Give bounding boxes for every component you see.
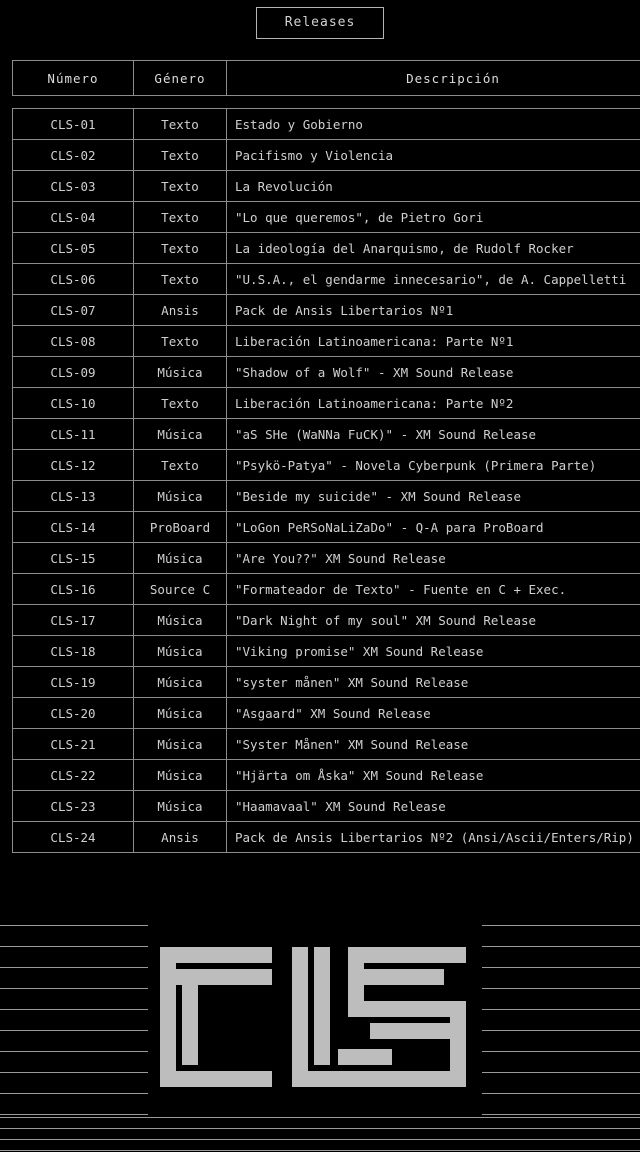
footer-logo-area	[0, 925, 640, 1152]
table-row[interactable]	[13, 326, 640, 357]
cell-numero: CLS-15	[13, 543, 134, 574]
decorative-rules-right	[482, 925, 640, 1115]
cell-numero: CLS-11	[13, 419, 134, 450]
table-row[interactable]	[13, 543, 640, 574]
decorative-rules-bottom	[0, 1117, 640, 1151]
decorative-rule	[482, 1030, 640, 1031]
decorative-rule	[482, 1072, 640, 1073]
cell-genero: Texto	[134, 202, 227, 233]
cell-descripcion: Pack de Ansis Libertarios Nº2 (Ansi/Ascii/Enters/Rip)	[227, 822, 640, 853]
table-row[interactable]	[13, 636, 640, 667]
releases-table-container	[12, 60, 634, 853]
cell-descripcion: "Formateador de Texto" - Fuente en C + Exec.	[227, 574, 640, 605]
cell-numero: CLS-10	[13, 388, 134, 419]
cell-genero: Música	[134, 636, 227, 667]
logo-glyph-c-part	[160, 947, 176, 1087]
logo-glyph-l-part	[292, 947, 308, 1087]
cell-genero: Música	[134, 791, 227, 822]
cell-numero: CLS-17	[13, 605, 134, 636]
cell-numero: CLS-23	[13, 791, 134, 822]
table-spacer-row	[13, 96, 640, 109]
table-row[interactable]	[13, 109, 640, 140]
table-header	[13, 61, 640, 96]
cell-descripcion: "Dark Night of my soul" XM Sound Release	[227, 605, 640, 636]
logo-glyph-s-part	[348, 1071, 466, 1087]
table-header-row	[13, 61, 640, 96]
cell-numero: CLS-19	[13, 667, 134, 698]
cell-genero: Ansis	[134, 822, 227, 853]
decorative-rule	[0, 1139, 640, 1140]
page-title-container	[0, 0, 640, 39]
table-row[interactable]	[13, 264, 640, 295]
cell-genero: Texto	[134, 233, 227, 264]
decorative-rule	[0, 946, 148, 947]
cell-descripcion: Estado y Gobierno	[227, 109, 640, 140]
cell-descripcion: "Are You??" XM Sound Release	[227, 543, 640, 574]
cell-numero: CLS-07	[13, 295, 134, 326]
cell-genero: Música	[134, 667, 227, 698]
cell-numero: CLS-18	[13, 636, 134, 667]
cell-descripcion: Pack de Ansis Libertarios Nº1	[227, 295, 640, 326]
cell-descripcion: La Revolución	[227, 171, 640, 202]
decorative-rule	[0, 1117, 640, 1118]
cell-descripcion: "Haamavaal" XM Sound Release	[227, 791, 640, 822]
cell-numero: CLS-12	[13, 450, 134, 481]
cell-genero: ProBoard	[134, 512, 227, 543]
logo-glyph-c-part	[182, 985, 198, 1065]
cell-genero: Música	[134, 698, 227, 729]
table-row[interactable]	[13, 202, 640, 233]
table-row[interactable]	[13, 481, 640, 512]
cell-descripcion: "Syster Månen" XM Sound Release	[227, 729, 640, 760]
cell-descripcion: "aS SHe (WaNNa FuCK)" - XM Sound Release	[227, 419, 640, 450]
decorative-rule	[0, 1150, 640, 1151]
cell-numero: CLS-21	[13, 729, 134, 760]
cell-genero: Texto	[134, 171, 227, 202]
table-row[interactable]	[13, 791, 640, 822]
cell-descripcion: Liberación Latinoamericana: Parte Nº2	[227, 388, 640, 419]
cell-genero: Música	[134, 543, 227, 574]
table-row[interactable]	[13, 605, 640, 636]
logo-glyph-l-part	[314, 947, 330, 1065]
page-title: Releases	[256, 7, 385, 39]
cell-genero: Música	[134, 481, 227, 512]
decorative-rule	[482, 1009, 640, 1010]
table-row[interactable]	[13, 233, 640, 264]
cell-genero: Texto	[134, 326, 227, 357]
logo-glyph-s-part	[348, 947, 364, 1007]
column-header-descripcion: Descripción	[227, 61, 640, 96]
table-row[interactable]	[13, 171, 640, 202]
cell-numero: CLS-13	[13, 481, 134, 512]
column-header-numero: Número	[13, 61, 134, 96]
decorative-rule	[0, 1030, 148, 1031]
cell-numero: CLS-16	[13, 574, 134, 605]
cell-genero: Texto	[134, 388, 227, 419]
cell-genero: Música	[134, 729, 227, 760]
cell-numero: CLS-01	[13, 109, 134, 140]
decorative-rule	[0, 1051, 148, 1052]
cell-genero: Música	[134, 357, 227, 388]
cell-descripcion: "Beside my suicide" - XM Sound Release	[227, 481, 640, 512]
decorative-rule	[0, 988, 148, 989]
cell-genero: Texto	[134, 450, 227, 481]
decorative-rule	[0, 1093, 148, 1094]
cell-descripcion: "Shadow of a Wolf" - XM Sound Release	[227, 357, 640, 388]
decorative-rule	[0, 967, 148, 968]
cell-descripcion: "LoGon PeRSoNaLiZaDo" - Q-A para ProBoard	[227, 512, 640, 543]
table-row[interactable]	[13, 574, 640, 605]
cell-genero: Texto	[134, 264, 227, 295]
table-row[interactable]	[13, 140, 640, 171]
logo-glyph-s-part	[348, 1001, 466, 1017]
cell-numero: CLS-02	[13, 140, 134, 171]
decorative-rule	[482, 967, 640, 968]
cell-genero: Música	[134, 760, 227, 791]
cell-numero: CLS-06	[13, 264, 134, 295]
cell-descripcion: "syster månen" XM Sound Release	[227, 667, 640, 698]
cell-descripcion: "Asgaard" XM Sound Release	[227, 698, 640, 729]
table-row[interactable]	[13, 295, 640, 326]
logo-glyph-c-part	[160, 947, 272, 963]
table-row[interactable]	[13, 357, 640, 388]
cell-descripcion: "Viking promise" XM Sound Release	[227, 636, 640, 667]
cell-descripcion: Pacifismo y Violencia	[227, 140, 640, 171]
cell-numero: CLS-08	[13, 326, 134, 357]
logo-glyph-connector	[338, 1049, 392, 1065]
logo-glyph-c-part	[160, 969, 272, 985]
cell-numero: CLS-09	[13, 357, 134, 388]
table-row[interactable]	[13, 450, 640, 481]
decorative-rules-left	[0, 925, 148, 1115]
cls-logo	[152, 925, 484, 1117]
table-row[interactable]	[13, 388, 640, 419]
table-row[interactable]	[13, 667, 640, 698]
releases-table	[12, 60, 640, 853]
table-row[interactable]	[13, 419, 640, 450]
cell-genero: Ansis	[134, 295, 227, 326]
decorative-rule	[482, 1114, 640, 1115]
decorative-rule	[482, 925, 640, 926]
cell-numero: CLS-24	[13, 822, 134, 853]
table-row[interactable]	[13, 512, 640, 543]
cell-numero: CLS-22	[13, 760, 134, 791]
cell-genero: Música	[134, 419, 227, 450]
cell-numero: CLS-14	[13, 512, 134, 543]
cell-numero: CLS-04	[13, 202, 134, 233]
column-header-genero: Género	[134, 61, 227, 96]
cell-genero: Texto	[134, 109, 227, 140]
decorative-rule	[0, 1009, 148, 1010]
decorative-rule	[482, 988, 640, 989]
cell-descripcion: Liberación Latinoamericana: Parte Nº1	[227, 326, 640, 357]
table-row[interactable]	[13, 729, 640, 760]
decorative-rule	[482, 1051, 640, 1052]
cell-numero: CLS-20	[13, 698, 134, 729]
table-body	[13, 96, 640, 853]
cell-descripcion: "Psykö-Patya" - Novela Cyberpunk (Primera Parte)	[227, 450, 640, 481]
decorative-rule	[482, 946, 640, 947]
decorative-rule	[0, 1114, 148, 1115]
table-row[interactable]	[13, 698, 640, 729]
cell-numero: CLS-05	[13, 233, 134, 264]
table-row[interactable]	[13, 760, 640, 791]
cell-descripcion: "U.S.A., el gendarme innecesario", de A. Cappelletti	[227, 264, 640, 295]
cell-numero: CLS-03	[13, 171, 134, 202]
decorative-rule	[482, 1093, 640, 1094]
cell-descripcion: "Hjärta om Åska" XM Sound Release	[227, 760, 640, 791]
cell-genero: Texto	[134, 140, 227, 171]
cell-descripcion: "Lo que queremos", de Pietro Gori	[227, 202, 640, 233]
decorative-rule	[0, 1072, 148, 1073]
decorative-rule	[0, 925, 148, 926]
cell-genero: Música	[134, 605, 227, 636]
decorative-rule	[0, 1128, 640, 1129]
logo-glyph-c-part	[160, 1071, 272, 1087]
cell-genero: Source C	[134, 574, 227, 605]
table-row[interactable]	[13, 822, 640, 853]
cell-descripcion: La ideología del Anarquismo, de Rudolf Rocker	[227, 233, 640, 264]
logo-glyph-s-part	[348, 947, 466, 963]
